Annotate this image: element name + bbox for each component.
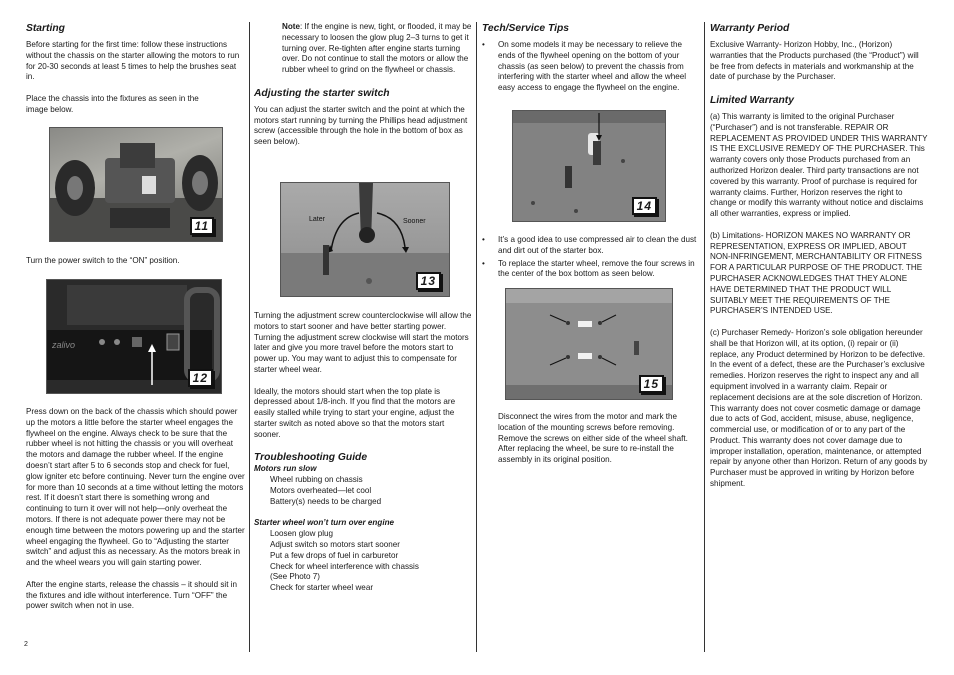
column-1 <box>26 22 246 126</box>
photo-number-badge: 11 <box>190 217 214 235</box>
note-label: Note <box>282 22 300 31</box>
column-3 <box>482 22 700 96</box>
turning-screw-paragraph: Turning the adjustment screw counterclockwise will allow the motors to start sooner and have better starting power. Turning the adjustment screw clockwise will start the motors later and give you more travel before the motors start to power up. You may want to adjust this to compensate for starter wheel wear. <box>254 311 472 374</box>
sooner-label: Sooner <box>403 218 426 225</box>
wheel-wont-turn-heading: Starter wheel won’t turn over engine <box>254 518 395 528</box>
warranty-paragraph: Exclusive Warranty- Horizon Hobby, Inc., (Horizon) warranties that the Products purchased (the “Product”) will be free from defects in materials and workmanship at the date of purchase by the Purchaser. <box>710 40 919 82</box>
starting-heading: Starting <box>26 23 65 34</box>
column-2-lower <box>254 311 472 594</box>
turn-items-list <box>254 529 472 594</box>
note-paragraph <box>254 22 472 76</box>
after-start-paragraph: After the engine starts, release the chassis – it should sit in the fixtures and idle without interference. Turn “OFF” the power switch when not in use. <box>26 579 237 611</box>
press-down-paragraph: Press down on the back of the chassis which should power up the motors a little before the starter wheel engages the flywheel on the engine. Always check to be sure that the rubber wheel is not hitting the chassis or you will overheat the motors and damage the rubber wheel. If the engine doesn’t start after 5 to 6 seconds stop and check for fuel, glow igniter etc before continuing. Never turn the engine over for more than 10 seconds at a time without letting the motors rest. If it doesn’t start there is something wrong and continuing to turn it over will not help—only overheat the motors. If there is not adequate power there may not be enough time between the motors powering up and the starter wheel engaging the flywheel. Go to “Adjusting the starter switch” and adjust this as necessary. As the motors break in and the wheel wears you will gain starting power. <box>26 407 245 568</box>
photo-number-badge: 14 <box>632 197 657 215</box>
list-item: Check for starter wheel wear <box>270 583 374 593</box>
list-item: Loosen glow plug <box>270 529 333 539</box>
photo-number-badge: 12 <box>188 369 213 387</box>
adjusting-heading: Adjusting the starter switch <box>254 87 390 99</box>
page-number: 2 <box>24 641 28 648</box>
list-item: (See Photo 7) <box>270 572 320 582</box>
motors-run-slow-heading: Motors run slow <box>254 464 317 474</box>
limited-c-paragraph: (c) Purchaser Remedy- Horizon’s sole obligation hereunder shall be that Horizon will, at its option, (i) repair or (ii) replace, any Product determined by Horizon to be defective. In the event of a defect, these are the Purchaser’s exclusive remedies. Horizon reserves the right to inspect any and all equipment involved in a warranty claim. Repair or replacement decisions are at the sole discretion of Horizon. This warranty does not cover cosmetic damage or damage due to acts of God, accident, misuse, abuse, negligence, commercial use, or modification of or to any part of the Product. This warranty does not cover damage due to improper installation, operation, maintenance, or attempted repair by anyone other than Horizon. Return of any goods by Purchaser must be approved in writing by Horizon before shipment. <box>710 327 928 489</box>
tips-list-2 <box>482 235 700 280</box>
tip-item: • To replace the starter wheel, remove the four screws in the center of the box bottom as seen below. <box>498 259 700 281</box>
tip-item: • It’s a good idea to use compressed air to clean the dust and dirt out of the starter box. <box>498 235 700 257</box>
column-1-lower <box>26 256 246 278</box>
photo-13 <box>280 182 450 297</box>
starting-paragraph: Before starting for the first time: follow these instructions without the chassis on the starter allowing the motors to run for 20-30 seconds at least 5 times to help the brushes seat in. <box>26 40 240 82</box>
ideally-paragraph: Ideally, the motors should start when the top plate is depressed about 1/8-inch. If you find that the motors are easily stalled while trying to start your engine, adjust the starter switch as noted above so that the motors start sooner. <box>254 386 456 439</box>
tech-tips-heading: Tech/Service Tips <box>482 23 569 34</box>
later-label: Later <box>309 216 325 223</box>
column-1-bottom <box>26 407 246 623</box>
limited-a-paragraph: (a) This warranty is limited to the original Purchaser (“Purchaser”) and is not transferable. REPAIR OR REPLACEMENT AS PROVIDED UNDER THIS WARRANTY IS THE EXCLUSIVE REMEDY OF THE PURCHASER. This warranty covers only those Products purchased from an authorized Horizon dealer. Third party transactions are not covered by this warranty. Proof of purchase is required for warranty claims. Further, Horizon reserves the right to change or modify this warranty without notice and disclaims all other warranties, express or implied. <box>710 111 928 219</box>
list-item: Put a few drops of fuel in carburetor <box>270 550 399 560</box>
troubleshooting-heading: Troubleshooting Guide <box>254 452 368 464</box>
svg-text:zalivo: zalivo <box>52 340 76 350</box>
slow-items-list <box>254 475 472 507</box>
list-item: Adjust switch so motors start sooner <box>270 539 400 549</box>
fixtures-paragraph: Place the chassis into the fixtures as seen in the image below. <box>26 93 199 114</box>
warranty-period-heading: Warranty Period <box>710 23 790 34</box>
list-item: Motors overheated—let cool <box>270 485 372 495</box>
tip-item: • On some models it may be necessary to relieve the ends of the flywheel opening on the bottom of your chassis (as seen below) to prevent the chassis from interfering with the starter wheel and allow the wheel easy access to engage the flywheel on the engine. <box>498 40 700 94</box>
list-item: Battery(s) needs to be charged <box>270 496 382 506</box>
disconnect-paragraph: Disconnect the wires from the motor and mark the location of the mounting screws before removing. Remove the screws on either side of the wheel shaft. After replacing the wheel, be sure to re-install the assembly in its original position. <box>498 412 688 465</box>
column-3-middle <box>482 235 700 282</box>
limited-b-paragraph: (b) Limitations- HORIZON MAKES NO WARRANTY OR REPRESENTATION, EXPRESS OR IMPLIED, ABOUT NON-INFRINGEMENT, MERCHANTABILITY OR FITNESS FOR A PARTICULAR PURPOSE OF THE PRODUCT. THE PURCHASER ACKNOWLEDGES THAT THEY ALONE HAVE DETERMINED THAT THE PRODUCT WILL SUITABLY MEET THE REQUIREMENTS OF THE PURCHASER’S INTENDED USE. <box>710 230 923 316</box>
column-divider <box>704 22 705 652</box>
photo-number-badge: 15 <box>639 375 664 393</box>
list-item: Wheel rubbing on chassis <box>270 475 363 485</box>
column-divider <box>476 22 477 652</box>
limited-warranty-heading: Limited Warranty <box>710 94 794 106</box>
photo-12 <box>46 279 222 394</box>
tips-list-1 <box>482 40 700 94</box>
photo-14 <box>512 110 666 222</box>
photo-15 <box>505 288 673 400</box>
photo-11 <box>49 127 223 242</box>
adjusting-paragraph: You can adjust the starter switch and the point at which the motors start running by turning the Phillips head adjustment screw (accessible through the hole in the bottom of box as seen below). <box>254 104 468 147</box>
list-item: Check for wheel interference with chassis <box>270 561 419 571</box>
column-divider <box>249 22 250 652</box>
column-2 <box>254 22 472 159</box>
column-4 <box>710 22 928 501</box>
photo-number-badge: 13 <box>416 272 441 290</box>
column-3-bottom <box>498 412 703 477</box>
power-switch-text: Turn the power switch to the “ON” position. <box>26 256 180 265</box>
note-text: : If the engine is new, tight, or flooded, it may be necessary to loosen the glow plug 2–3 turns to get it turning over. Re-tighten after engine starts turning over. Do not continue to stall the motors or allow the rubber wheel to grind on the flywheel or chassis. <box>282 22 472 75</box>
